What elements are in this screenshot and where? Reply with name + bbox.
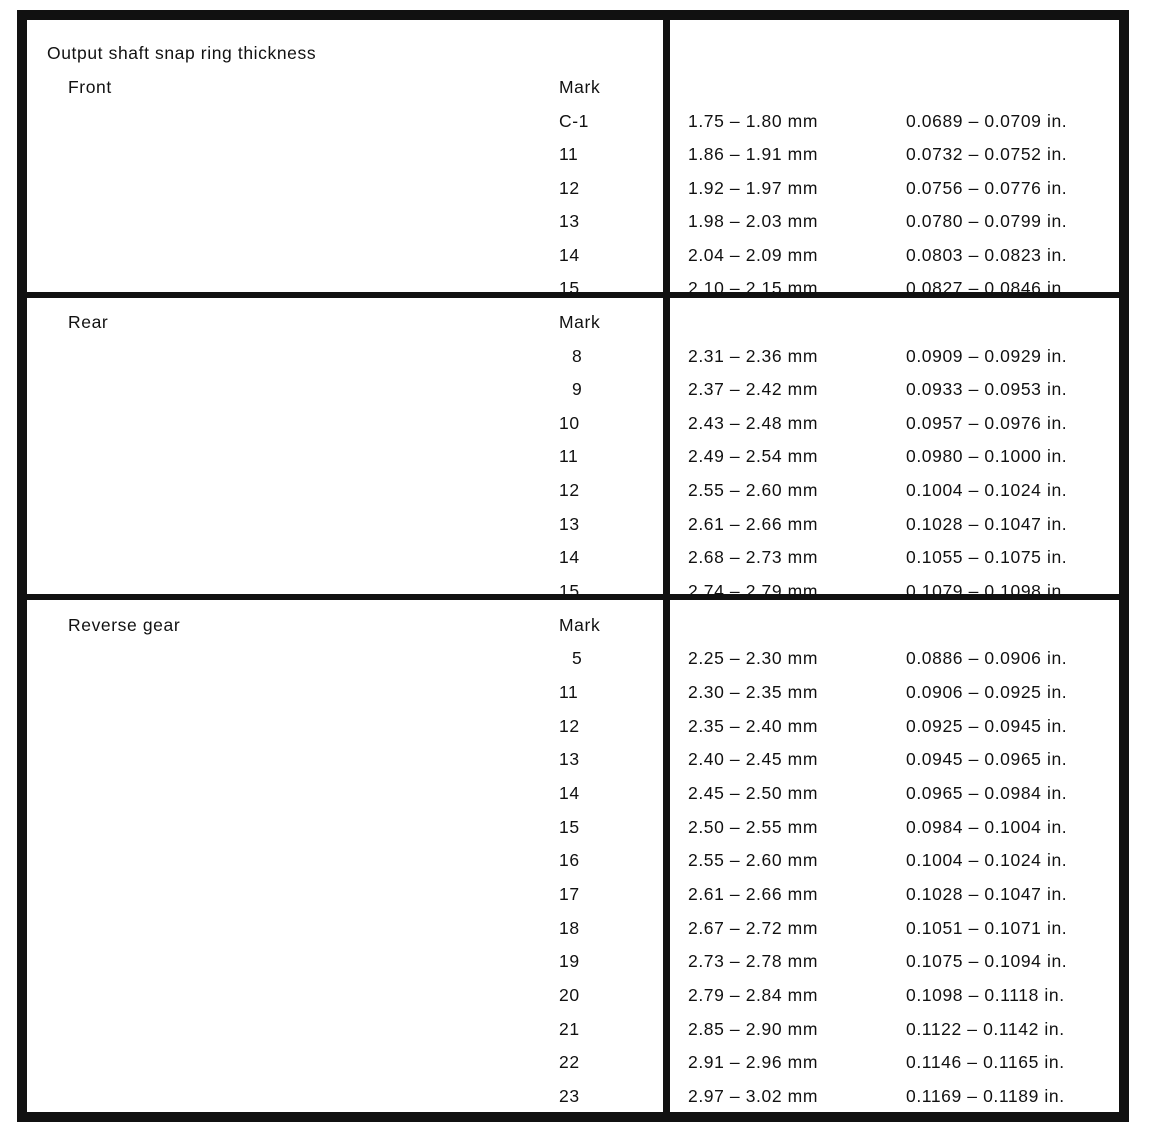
row-inch: 0.0689 – 0.0709 in. (906, 111, 1068, 131)
row-mark: 8 (572, 346, 583, 366)
row-mark: 14 (559, 783, 580, 803)
row-mark: 12 (559, 178, 580, 198)
row-inch: 0.1075 – 0.1094 in. (906, 951, 1068, 971)
row-mm: 1.75 – 1.80 mm (688, 111, 818, 131)
row-mm: 2.30 – 2.35 mm (688, 682, 818, 702)
row-inch: 0.1079 – 0.1098 in. (906, 581, 1068, 601)
row-mark: 13 (559, 514, 580, 534)
row-inch: 0.1028 – 0.1047 in. (906, 514, 1068, 534)
section-label-rear: Rear (68, 312, 109, 332)
row-inch: 0.0980 – 0.1000 in. (906, 446, 1068, 466)
row-inch: 0.0803 – 0.0823 in. (906, 245, 1068, 265)
row-mark: 12 (559, 716, 580, 736)
row-mm: 2.79 – 2.84 mm (688, 985, 818, 1005)
row-mm: 1.98 – 2.03 mm (688, 211, 818, 231)
row-mark: 9 (572, 379, 583, 399)
row-mm: 1.86 – 1.91 mm (688, 144, 818, 164)
row-mm: 2.97 – 3.02 mm (688, 1086, 818, 1106)
section-label-reverse-gear: Reverse gear (68, 615, 181, 635)
row-inch: 0.0945 – 0.0965 in. (906, 749, 1068, 769)
row-mm: 2.50 – 2.55 mm (688, 817, 818, 837)
row-mm: 2.10 – 2.15 mm (688, 278, 818, 298)
row-mark: 5 (572, 648, 583, 668)
row-mm: 2.61 – 2.66 mm (688, 884, 818, 904)
row-mm: 2.40 – 2.45 mm (688, 749, 818, 769)
row-inch: 0.1051 – 0.1071 in. (906, 918, 1068, 938)
row-mark: 13 (559, 749, 580, 769)
row-mm: 2.25 – 2.30 mm (688, 648, 818, 668)
row-inch: 0.0925 – 0.0945 in. (906, 716, 1068, 736)
row-mark: 11 (559, 144, 579, 164)
row-mm: 2.68 – 2.73 mm (688, 547, 818, 567)
row-mm: 2.74 – 2.79 mm (688, 581, 818, 601)
row-mm: 2.35 – 2.40 mm (688, 716, 818, 736)
row-mark: 11 (559, 682, 579, 702)
row-mm: 2.04 – 2.09 mm (688, 245, 818, 265)
row-mm: 2.49 – 2.54 mm (688, 446, 818, 466)
row-inch: 0.0756 – 0.0776 in. (906, 178, 1068, 198)
row-mark: 18 (559, 918, 580, 938)
row-mm: 2.91 – 2.96 mm (688, 1052, 818, 1072)
row-inch: 0.1098 – 0.1118 in. (906, 985, 1065, 1005)
mark-header: Mark (559, 615, 601, 635)
section-label-front: Front (68, 77, 112, 97)
row-inch: 0.1146 – 0.1165 in. (906, 1052, 1065, 1072)
row-inch: 0.1169 – 0.1189 in. (906, 1086, 1065, 1106)
row-mm: 2.31 – 2.36 mm (688, 346, 818, 366)
row-mark: 13 (559, 211, 580, 231)
table-title: Output shaft snap ring thickness (47, 43, 317, 63)
row-mark: 20 (559, 985, 580, 1005)
row-mm: 2.85 – 2.90 mm (688, 1019, 818, 1039)
row-mark: 14 (559, 245, 580, 265)
row-inch: 0.0957 – 0.0976 in. (906, 413, 1068, 433)
spec-table (17, 10, 1129, 1122)
row-mm: 2.37 – 2.42 mm (688, 379, 818, 399)
row-inch: 0.0886 – 0.0906 in. (906, 648, 1068, 668)
mark-header: Mark (559, 312, 601, 332)
row-mark: 12 (559, 480, 580, 500)
row-mark: 15 (559, 817, 580, 837)
row-mark: 22 (559, 1052, 580, 1072)
row-mm: 2.55 – 2.60 mm (688, 850, 818, 870)
row-inch: 0.0827 – 0.0846 in. (906, 278, 1068, 298)
row-mm: 2.45 – 2.50 mm (688, 783, 818, 803)
row-inch: 0.0909 – 0.0929 in. (906, 346, 1068, 366)
row-mark: 21 (559, 1019, 580, 1039)
row-inch: 0.0965 – 0.0984 in. (906, 783, 1068, 803)
mark-header: Mark (559, 77, 601, 97)
row-mm: 2.43 – 2.48 mm (688, 413, 818, 433)
row-mm: 2.55 – 2.60 mm (688, 480, 818, 500)
row-mark: 15 (559, 278, 580, 298)
row-inch: 0.0732 – 0.0752 in. (906, 144, 1068, 164)
row-inch: 0.1004 – 0.1024 in. (906, 850, 1068, 870)
row-inch: 0.0906 – 0.0925 in. (906, 682, 1068, 702)
row-mark: 19 (559, 951, 580, 971)
row-inch: 0.1004 – 0.1024 in. (906, 480, 1068, 500)
column-divider (663, 20, 670, 1112)
row-inch: 0.1055 – 0.1075 in. (906, 547, 1068, 567)
row-mark: 11 (559, 446, 579, 466)
row-inch: 0.1122 – 0.1142 in. (906, 1019, 1065, 1039)
row-inch: 0.1028 – 0.1047 in. (906, 884, 1068, 904)
row-inch: 0.0780 – 0.0799 in. (906, 211, 1068, 231)
row-mm: 1.92 – 1.97 mm (688, 178, 818, 198)
row-inch: 0.0984 – 0.1004 in. (906, 817, 1068, 837)
row-mark: 17 (559, 884, 580, 904)
row-mark: 10 (559, 413, 580, 433)
row-inch: 0.0933 – 0.0953 in. (906, 379, 1068, 399)
row-mm: 2.67 – 2.72 mm (688, 918, 818, 938)
row-mark: 16 (559, 850, 580, 870)
row-mm: 2.73 – 2.78 mm (688, 951, 818, 971)
row-mark: 15 (559, 581, 580, 601)
row-mark: 14 (559, 547, 580, 567)
row-mark: C-1 (559, 111, 589, 131)
row-mark: 23 (559, 1086, 580, 1106)
row-mm: 2.61 – 2.66 mm (688, 514, 818, 534)
